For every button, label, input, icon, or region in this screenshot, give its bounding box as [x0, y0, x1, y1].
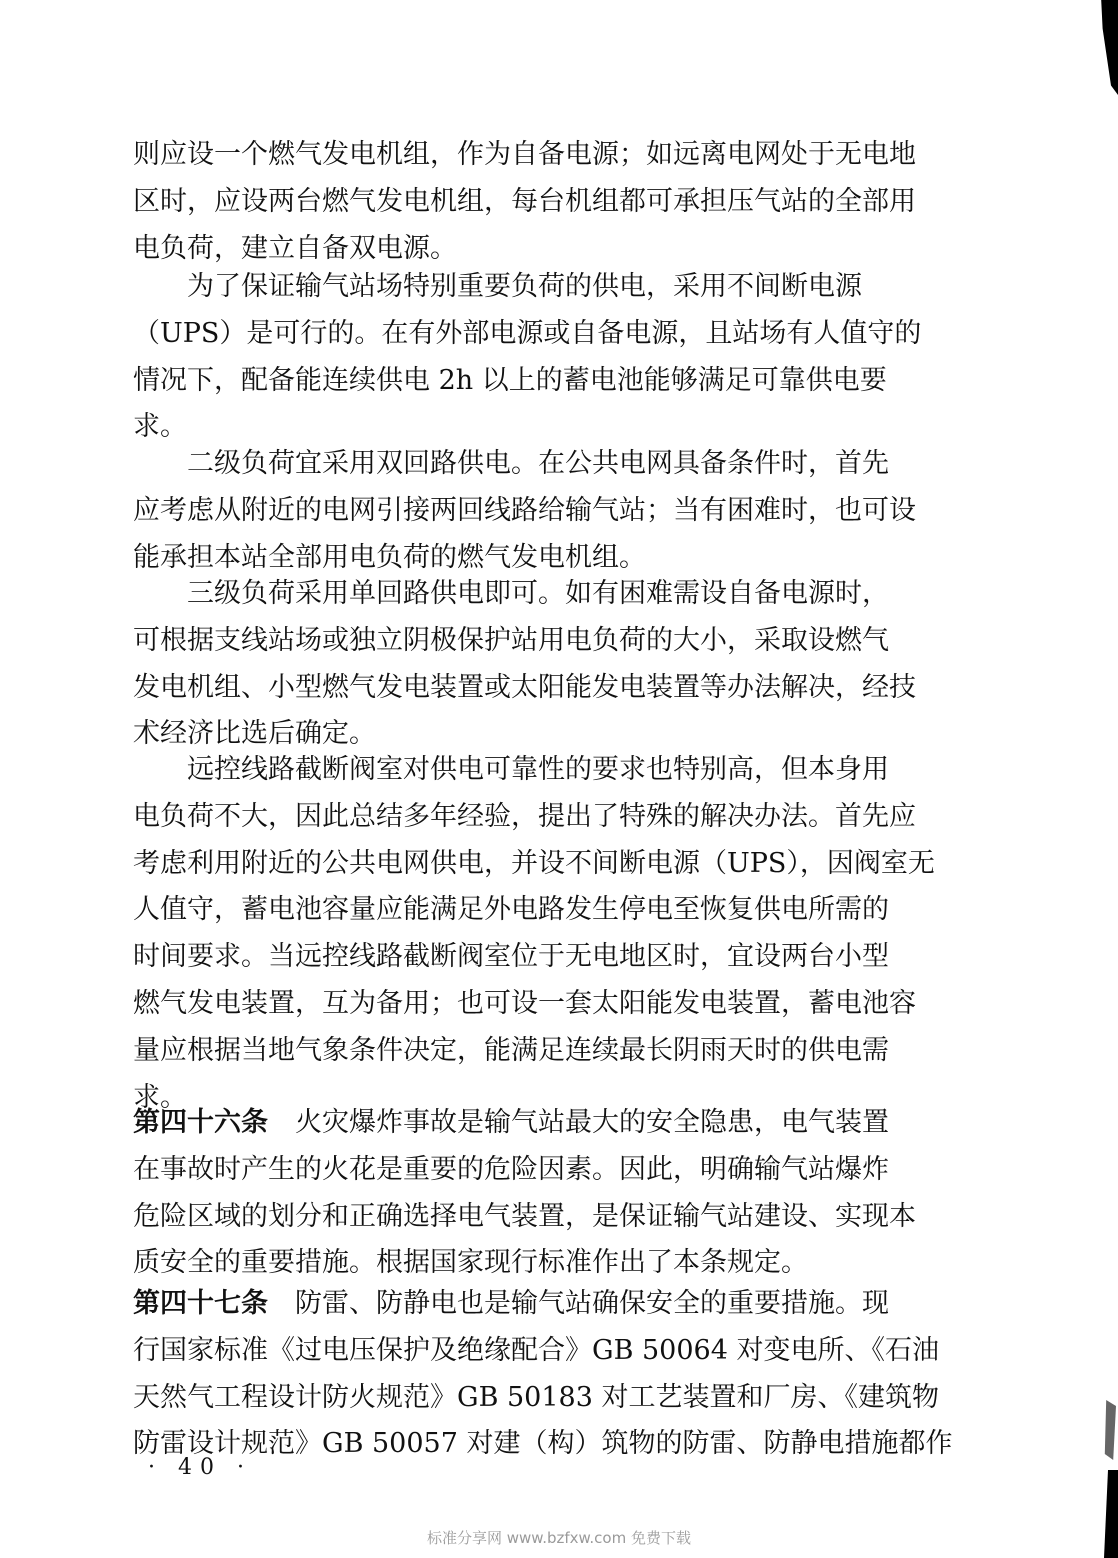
text-line: 危险区域的划分和正确选择电气装置，是保证输气站建设、实现本 — [133, 1200, 916, 1232]
text-line: 三级负荷采用单回路供电即可。如有困难需设自备电源时， — [187, 578, 889, 609]
text-line: 电负荷不大，因此总结多年经验，提出了特殊的解决办法。首先应 — [133, 800, 916, 832]
article-number: 第四十六条 — [133, 1107, 268, 1138]
text-line: 可根据支线站场或独立阴极保护站用电负荷的大小，采取设燃气 — [133, 624, 889, 656]
text-line: 术经济比选后确定。 — [133, 718, 376, 750]
page-number: · 40 · — [148, 1455, 252, 1480]
paragraph-5 — [133, 747, 951, 1121]
text-line: 人值守，蓄电池容量应能满足外电路发生停电至恢复供电所需的 — [133, 894, 889, 926]
text-line: （UPS）是可行的。在有外部电源或自备电源，且站场有人值守的 — [133, 317, 922, 349]
paragraph-4 — [133, 571, 951, 758]
text-line: 质安全的重要措施。根据国家现行标准作出了本条规定。 — [133, 1247, 808, 1279]
scan-edge-artifact — [1102, 1400, 1116, 1460]
paragraph-1 — [133, 132, 951, 272]
text-line: 则应设一个燃气发电机组，作为自备电源；如远离电网处于无电地 — [133, 139, 916, 170]
text-line: 情况下，配备能连续供电 2h 以上的蓄电池能够满足可靠供电要 — [133, 364, 887, 396]
text-line: 求。 — [133, 1081, 187, 1113]
article-text: 火灾爆炸事故是输气站最大的安全隐患，电气装置 — [295, 1107, 889, 1138]
text-line: 在事故时产生的火花是重要的危险因素。因此，明确输气站爆炸 — [133, 1153, 889, 1185]
text-line: 为了保证输气站场特别重要负荷的供电，采用不间断电源 — [187, 271, 862, 302]
text-line: 防雷设计规范》GB 50057 对建（构）筑物的防雷、防静电措施都作 — [133, 1428, 953, 1460]
text-line: 考虑利用附近的公共电网供电，并设不间断电源（UPS），因阀室无 — [133, 847, 935, 879]
article-47-paragraph — [133, 1281, 951, 1468]
paragraph-2 — [133, 264, 951, 451]
text-line — [133, 1281, 951, 1328]
text-line: 电负荷，建立自备双电源。 — [133, 232, 457, 264]
text-line: 发电机组、小型燃气发电装置或太阳能发电装置等办法解决，经技 — [133, 671, 916, 703]
text-line: 天然气工程设计防火规范》GB 50183 对工艺装置和厂房、《建筑物 — [133, 1381, 939, 1413]
text-line: 区时，应设两台燃气发电机组，每台机组都可承担压气站的全部用 — [133, 185, 916, 217]
text-line: 燃气发电装置，互为备用；也可设一套太阳能发电装置，蓄电池容 — [133, 987, 916, 1019]
text-line: 远控线路截断阀室对供电可靠性的要求也特别高，但本身用 — [187, 754, 889, 785]
text-line: 应考虑从附近的电网引接两回线路给输气站；当有困难时，也可设 — [133, 494, 916, 526]
text-line: 量应根据当地气象条件决定，能满足连续最长阴雨天时的供电需 — [133, 1034, 889, 1066]
watermark: 标准分享网 www.bzfxw.com 免费下载 — [427, 1529, 691, 1547]
text-line — [133, 1100, 951, 1147]
scan-edge-artifact — [1090, 0, 1118, 95]
article-text: 防雷、防静电也是输气站确保安全的重要措施。现 — [295, 1288, 889, 1319]
article-number: 第四十七条 — [133, 1288, 268, 1319]
article-46-paragraph — [133, 1100, 951, 1287]
text-line: 时间要求。当远控线路截断阀室位于无电地区时，宜设两台小型 — [133, 941, 889, 973]
text-line: 行国家标准《过电压保护及绝缘配合》GB 50064 对变电所、《石油 — [133, 1334, 939, 1366]
text-line: 求。 — [133, 411, 187, 443]
paragraph-3 — [133, 441, 951, 581]
text-line: 能承担本站全部用电负荷的燃气发电机组。 — [133, 541, 646, 573]
text-line: 二级负荷宜采用双回路供电。在公共电网具备条件时，首先 — [187, 448, 889, 479]
